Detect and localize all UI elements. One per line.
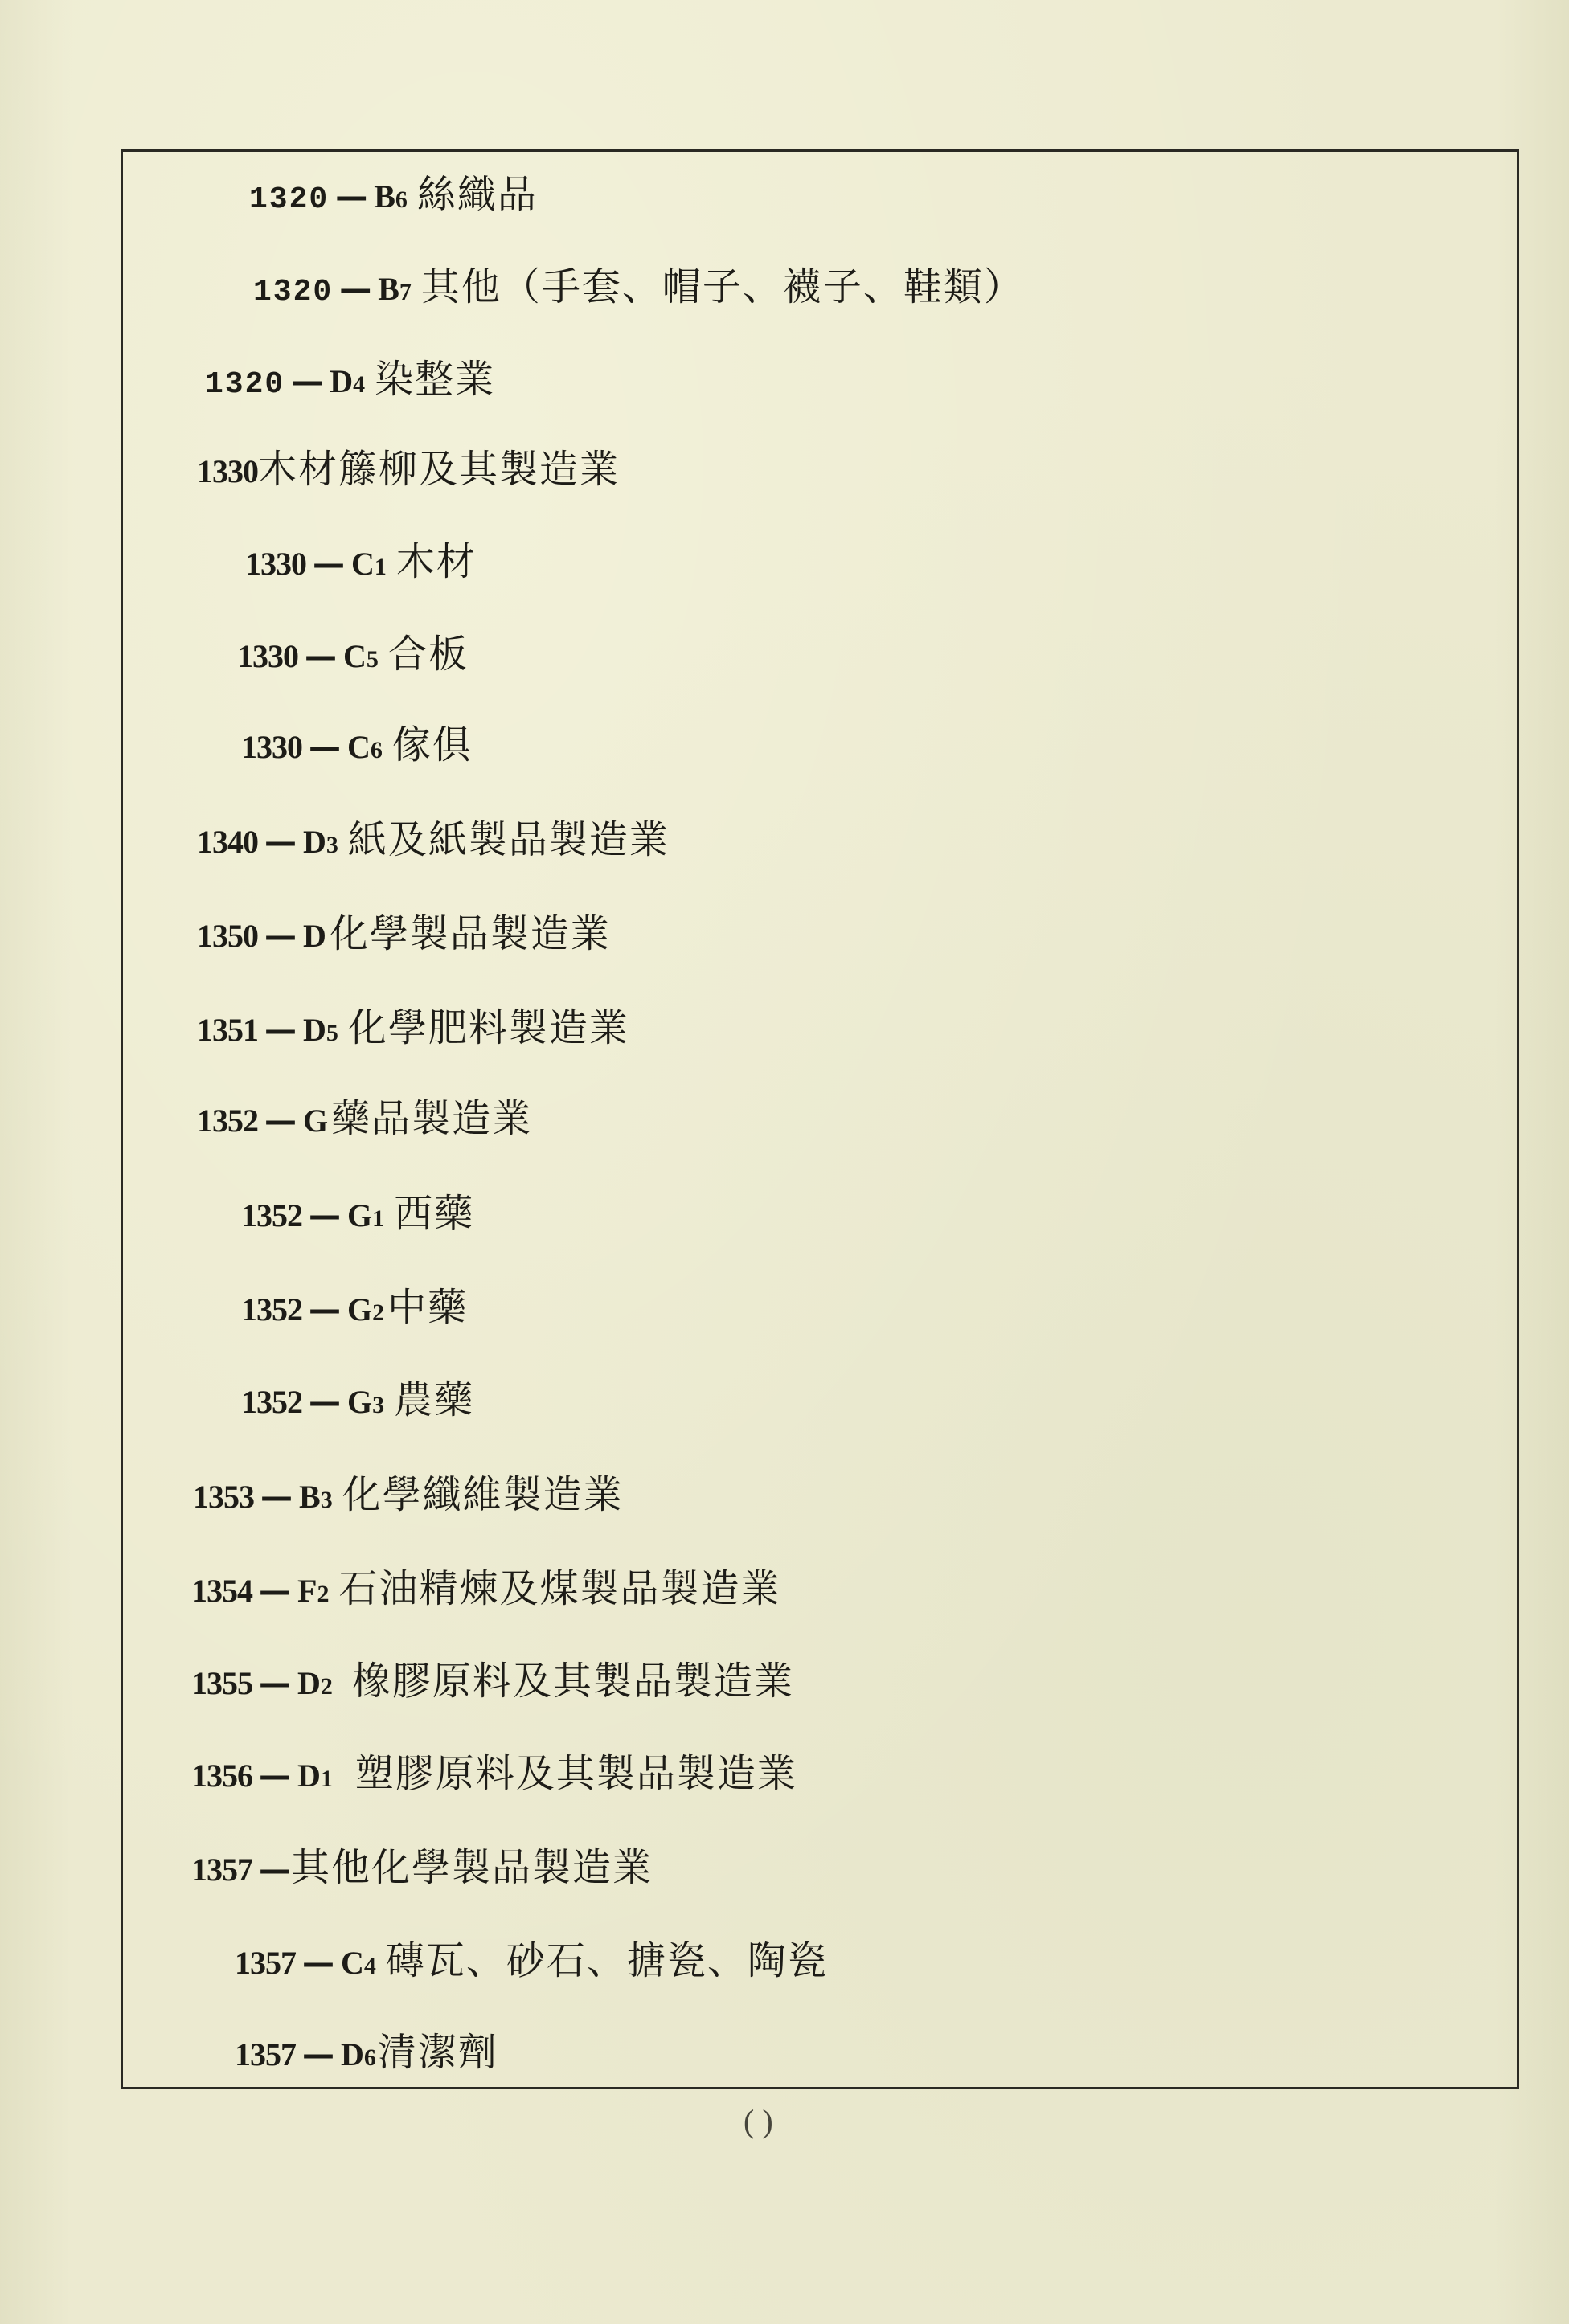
list-item — [245, 538, 477, 591]
separator-dash: — — [264, 824, 297, 861]
separator-dash: — — [259, 1851, 291, 1888]
industry-code: 1352 — [241, 1197, 302, 1234]
industry-code: 1340 — [197, 824, 258, 860]
industry-code: 1330 — [197, 453, 258, 489]
industry-code: 1330 — [237, 638, 298, 674]
list-item — [191, 1843, 653, 1894]
industry-code: 1320 — [249, 182, 330, 217]
industry-label: 清潔劑 — [377, 2030, 498, 2075]
separator-dash: — — [309, 1197, 341, 1234]
separator-dash: — — [259, 1665, 291, 1702]
industry-label: 木材 — [395, 539, 477, 584]
industry-label: 其他（手套、帽子、襪子、鞋類） — [420, 264, 1024, 309]
industry-label: 絲織品 — [416, 172, 538, 217]
list-item — [235, 2028, 498, 2082]
list-item — [235, 1937, 828, 1991]
industry-label: 傢俱 — [391, 722, 473, 767]
list-item — [197, 816, 670, 869]
industry-code: 1320 — [205, 367, 285, 402]
list-item — [191, 1565, 780, 1618]
sub-category-code: F2 — [297, 1573, 330, 1609]
separator-dash: — — [264, 1103, 297, 1139]
list-item — [205, 355, 495, 409]
list-item — [197, 1004, 629, 1058]
industry-label: 磚瓦、砂石、搪瓷、陶瓷 — [385, 1938, 828, 1983]
separator-dash: — — [335, 178, 368, 215]
sub-category-code: C1 — [351, 546, 387, 582]
sub-category-code: B3 — [299, 1479, 333, 1515]
separator-dash: — — [302, 1945, 334, 1982]
sub-category-code: G2 — [347, 1291, 385, 1328]
industry-label: 化學製品製造業 — [329, 911, 611, 956]
page-number: ( ) — [744, 2103, 773, 2139]
industry-label: 化學纖維製造業 — [342, 1472, 624, 1517]
industry-label: 石油精煉及煤製品製造業 — [338, 1566, 781, 1611]
sub-category-code: C6 — [347, 729, 383, 765]
list-item — [241, 1376, 474, 1430]
industry-code: 1351 — [197, 1012, 258, 1048]
list-item — [197, 910, 611, 964]
sub-category-code: D6 — [341, 2036, 376, 2072]
industry-label: 木材籐柳及其製造業 — [258, 447, 621, 492]
separator-dash: — — [264, 918, 297, 955]
separator-dash: — — [309, 1384, 341, 1421]
sub-category-code: G3 — [347, 1384, 385, 1420]
industry-code: 1330 — [241, 729, 302, 765]
industry-code: 1357 — [191, 1851, 252, 1888]
list-item — [241, 721, 473, 775]
list-item — [249, 170, 538, 224]
separator-dash: — — [305, 638, 337, 675]
sub-category-code: G — [303, 1103, 329, 1139]
industry-label: 中藥 — [387, 1285, 469, 1330]
sub-category-code: B7 — [378, 271, 412, 307]
list-item — [241, 1189, 474, 1243]
separator-dash: — — [259, 1757, 291, 1794]
industry-label: 橡膠原料及其製品製造業 — [351, 1659, 794, 1704]
sub-category-code: D — [303, 918, 326, 954]
list-item — [241, 1283, 468, 1337]
industry-code: 1357 — [235, 1945, 296, 1981]
sub-category-code: C4 — [341, 1945, 376, 1981]
industry-code: 1352 — [197, 1103, 258, 1139]
industry-code: 1352 — [241, 1384, 302, 1420]
industry-code: 1320 — [253, 275, 334, 309]
industry-code: 1356 — [191, 1757, 252, 1794]
separator-dash: — — [291, 363, 324, 400]
list-item — [197, 445, 620, 496]
industry-label: 其他化學製品製造業 — [291, 1845, 653, 1890]
list-item — [253, 263, 1024, 317]
industry-label: 紙及紙製品製造業 — [347, 817, 670, 862]
industry-label: 塑膠原料及其製品製造業 — [354, 1751, 797, 1796]
industry-code: 1357 — [235, 2036, 296, 2072]
separator-dash: — — [313, 546, 345, 583]
list-item — [197, 1094, 532, 1148]
sub-category-code: D2 — [297, 1665, 333, 1701]
industry-code: 1330 — [245, 546, 306, 582]
separator-dash: — — [302, 2036, 334, 2073]
sub-category-code: D4 — [330, 363, 366, 399]
sub-category-code: D3 — [303, 824, 338, 860]
industry-code: 1355 — [191, 1665, 252, 1701]
industry-code: 1352 — [241, 1291, 302, 1328]
list-item — [237, 630, 469, 684]
industry-code: 1350 — [197, 918, 258, 954]
industry-label: 染整業 — [375, 357, 496, 402]
sub-category-code: G1 — [347, 1197, 385, 1234]
industry-code: 1354 — [191, 1573, 252, 1609]
industry-label: 藥品製造業 — [331, 1096, 533, 1141]
list-item — [193, 1471, 624, 1524]
separator-dash: — — [309, 729, 341, 766]
industry-label: 農藥 — [394, 1377, 475, 1422]
separator-dash: — — [309, 1291, 341, 1328]
sub-category-code: D1 — [297, 1757, 333, 1794]
industry-label: 合板 — [387, 632, 469, 677]
separator-dash: — — [259, 1573, 291, 1610]
industry-label: 西藥 — [394, 1191, 475, 1236]
industry-code: 1353 — [193, 1479, 254, 1515]
sub-category-code: B6 — [374, 178, 408, 215]
sub-category-code: C5 — [343, 638, 379, 674]
sub-category-code: D5 — [303, 1012, 338, 1048]
list-item — [191, 1749, 797, 1803]
separator-dash: — — [264, 1012, 297, 1049]
separator-dash: — — [260, 1479, 293, 1516]
industry-label: 化學肥料製造業 — [347, 1005, 629, 1050]
separator-dash: — — [339, 271, 372, 308]
list-item — [191, 1657, 794, 1711]
